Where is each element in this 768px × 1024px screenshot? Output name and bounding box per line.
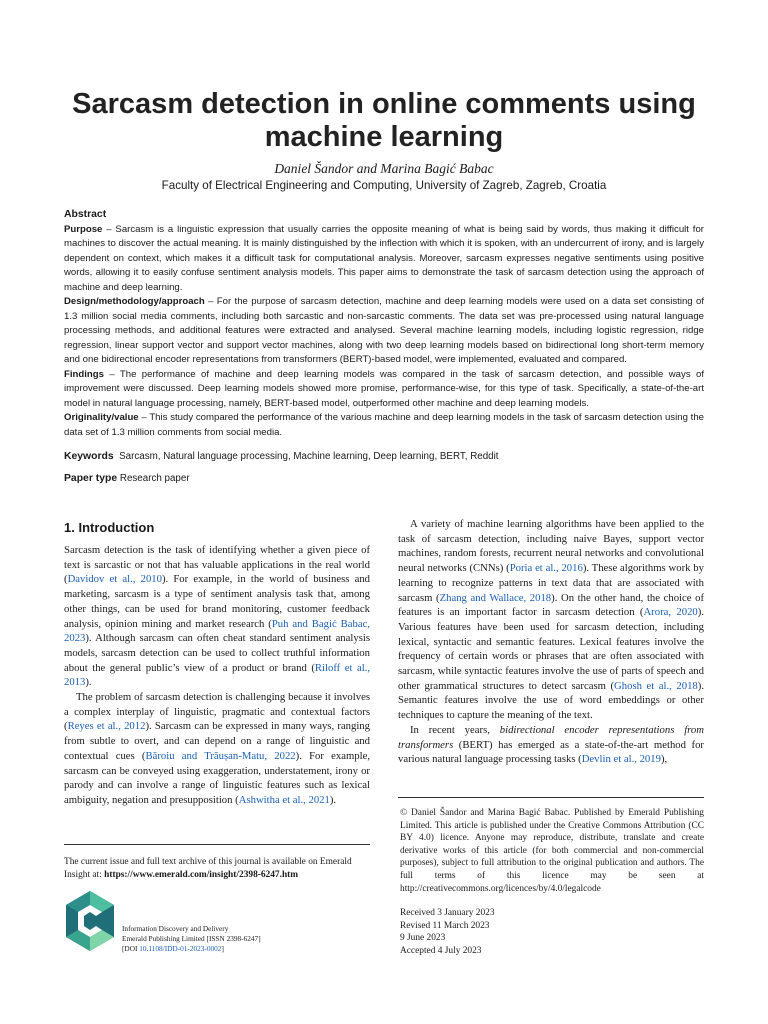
doi-line: [122, 944, 342, 954]
citation-link[interactable]: Ashwitha et al., 2021: [238, 793, 330, 806]
purpose-label: Purpose: [64, 223, 103, 235]
keywords: [64, 451, 499, 462]
publication-info: [122, 924, 342, 954]
purpose-text: – Sarcasm is a linguistic expression that usually carries the opposite meaning of what is being said by words, thus making it difficult for machines to discover the actual meaning. It is mainly distinguished by the inflection with which it is spoken, with an undercurrent of irony, and is largely dependent on context, which makes it a difficult task for computational analysis. Moreover, sarcasm expresses negative sentiments using positive words, allowing it to easily confuse sentiment analysis models. This paper aims to demonstrate the task of sarcasm detection using the approach of machine and deep learning.: [64, 223, 704, 293]
archive-note: [64, 856, 370, 882]
emerald-publishing-logo-icon: [64, 889, 116, 953]
originality-text: – This study compared the performance of the various machine and deep learning models in the task of sarcasm detection using the data set of 1.3 million comments from social media.: [64, 412, 704, 438]
originality-label: Originality/value: [64, 412, 139, 423]
text-run: In recent years,: [410, 723, 500, 736]
text-run: Sarcasm detection is the task of identifying whether a given piece of text is sarcastic or not that has valuable applications in the real world (: [64, 544, 370, 586]
doi-suffix: ]: [221, 944, 224, 953]
text-run: (BERT) has emerged as a state-of-the-art method for various natural language processing tasks (: [398, 738, 704, 766]
text-run: ).: [329, 793, 337, 806]
paper-title: Sarcasm detection in online comments using machine learning: [72, 88, 696, 153]
abstract-heading: Abstract: [64, 209, 107, 220]
findings-text: – The performance of machine and deep learning models was compared in the task of sarcasm detection, and possible ways of improvement were discussed. Deep learning models showed more promise, performance-wise, for this type of task. Specifically, a state-of-the-art model in natural language processing, namely, BERT-based model, outperformed other machine and deep learning models.: [64, 368, 704, 409]
text-run: ). Various features have been used for sarcasm detection, including lexical, syntactic and semantic features. Lexical features involve the frequency of certain words or phrases that are often associated with sarcasm, while syntactic features involve the use of parts of speech and other grammatical structures to detect sarcasm (: [398, 606, 704, 692]
date-received: Received 3 January 2023: [400, 908, 495, 918]
article-dates: [400, 907, 700, 957]
citation-link[interactable]: Devlin et al., 2019: [581, 753, 661, 766]
date-accepted: Accepted 4 July 2023: [400, 945, 482, 956]
text-run: ),: [660, 753, 668, 766]
design-label: Design/methodology/approach: [64, 296, 205, 307]
paper-type: [64, 473, 190, 484]
affiliation: Faculty of Electrical Engineering and Computing, University of Zagreb, Zagreb, Croatia: [161, 179, 607, 192]
text-run: ). For example, in the world of business and marketing, sarcasm is a type of sentiment analysis task that, among other things, can be used for brand monitoring, customer feedback analysis, opinion mining and market research (: [64, 573, 371, 630]
paper-type-label: Paper type: [64, 473, 118, 484]
abstract-purpose: [64, 223, 704, 296]
text-run: ). For example, sarcasm can be conveyed using exaggeration, understatement, irony or parody and can involve a range of linguistic features such as lexical ambiguity, negation and presupposition (: [64, 749, 370, 806]
text-run: ). On the other hand, the choice of features is an important factor in sarcasm detection (: [398, 591, 705, 619]
text-run: ). Although sarcasm can often cheat standard sentiment analysis models, sarcasm detection can be used to collect truthful information about the general public’s view of a product or brand (: [64, 632, 370, 674]
left-paragraph-1: [64, 543, 370, 690]
citation-link[interactable]: Puh and Bagić Babac, 2023: [64, 617, 370, 645]
left-paragraph-2: [64, 690, 370, 808]
abstract-design: [64, 295, 704, 368]
citation-link[interactable]: Băroiu and Trăușan-Matu, 2022: [145, 749, 296, 762]
abstract-originality: [64, 411, 704, 440]
text-run: ).: [85, 676, 92, 689]
text-run: A variety of machine learning algorithms have been applied to the task of sarcasm detection, including naive Bayes, support vector machines, random forests, recurrent neural networks and convolutional neural networks (CNNs) (: [398, 518, 704, 575]
archive-link[interactable]: https://www.emerald.com/insight/2398-6247.htm: [104, 870, 299, 880]
text-run: ). Sarcasm can be expressed in many ways, ranging from subtle to overt, and can depend on a range of linguistic and contextual cues (: [64, 720, 370, 762]
date-revised: Revised 11 March 2023: [400, 920, 490, 931]
citation-link[interactable]: Zhang and Wallace, 2018: [439, 591, 552, 604]
abstract-findings: [64, 368, 704, 412]
text-run: ). Semantic features involve the use of word embeddings or other techniques to capture the meaning of the text.: [398, 679, 704, 722]
authors: Daniel Šandor and Marina Bagić Babac: [274, 161, 494, 176]
paper-type-value: Research paper: [119, 473, 190, 484]
text-run-italic: bidirectional encoder representations from transformers: [398, 723, 704, 751]
doi-prefix: [DOI: [122, 944, 140, 953]
publisher-issn: Emerald Publishing Limited [ISSN 2398-6247]: [122, 934, 261, 943]
right-paragraph-2: [398, 723, 704, 767]
footer-divider-left: [64, 844, 370, 845]
findings-label: Findings: [64, 368, 104, 380]
citation-link[interactable]: Reyes et al., 2012: [67, 720, 146, 733]
archive-text: The current issue and full text archive of this journal is available on Emerald Insight at:: [64, 857, 352, 880]
citation-link[interactable]: Ghosh et al., 2018: [614, 679, 698, 692]
intro-heading: 1. Introduction: [64, 520, 155, 535]
date-revised-2: 9 June 2023: [400, 933, 446, 943]
citation-link[interactable]: Davidov et al., 2010: [67, 573, 162, 586]
citation-link[interactable]: Poria et al., 2016: [509, 562, 583, 575]
doi-link[interactable]: 10.1108/IDD-01-2023-0002: [139, 944, 222, 953]
text-run: The problem of sarcasm detection is challenging because it involves a complex interplay of linguistic, pragmatic and contextual factors (: [64, 691, 370, 733]
right-column: [398, 517, 704, 767]
journal-name: Information Discovery and Delivery: [122, 924, 229, 933]
text-run: ). These algorithms work by learning to recognize patterns in text data that are associated with sarcasm (: [398, 562, 704, 604]
left-column: [64, 543, 370, 808]
right-paragraph-1: [398, 517, 704, 723]
abstract: [64, 208, 704, 440]
citation-link[interactable]: Riloff et al., 2013: [64, 661, 371, 689]
footer-divider-right: [398, 797, 704, 798]
citation-link[interactable]: Arora, 2020: [643, 606, 698, 619]
keywords-label: Keywords: [64, 451, 114, 462]
license-note: © Daniel Šandor and Marina Bagić Babac. Published by Emerald Publishing Limited. This article is published under the Creative Commons Attribution (CC BY 4.0) licence. Anyone may reproduce, distribute, translate and create derivative works of this article (for both commercial and non-commercial purposes), subject to full attribution to the original publication and authors. The full terms of this licence may be seen at http://creativecommons.org/licences/by/4.0/legalcode: [400, 808, 704, 894]
design-text: – For the purpose of sarcasm detection, machine and deep learning models were used on a data set consisting of 1.3 million social media comments, including both sarcastic and non-sarcastic comments. The data set was pre-processed using natural language processing methods, and additional features were extracted and analysed. Several machine learning models, including logistic regression, ridge regression, linear support vector and support vector machines, along with two deep learning models based on bidirectional long short-term memory and one bidirectional encoder representations from transformers (BERT)-based model, were implemented, evaluated and compared.: [64, 296, 704, 365]
keywords-list: Sarcasm, Natural language processing, Machine learning, Deep learning, BERT, Reddit: [119, 451, 499, 462]
